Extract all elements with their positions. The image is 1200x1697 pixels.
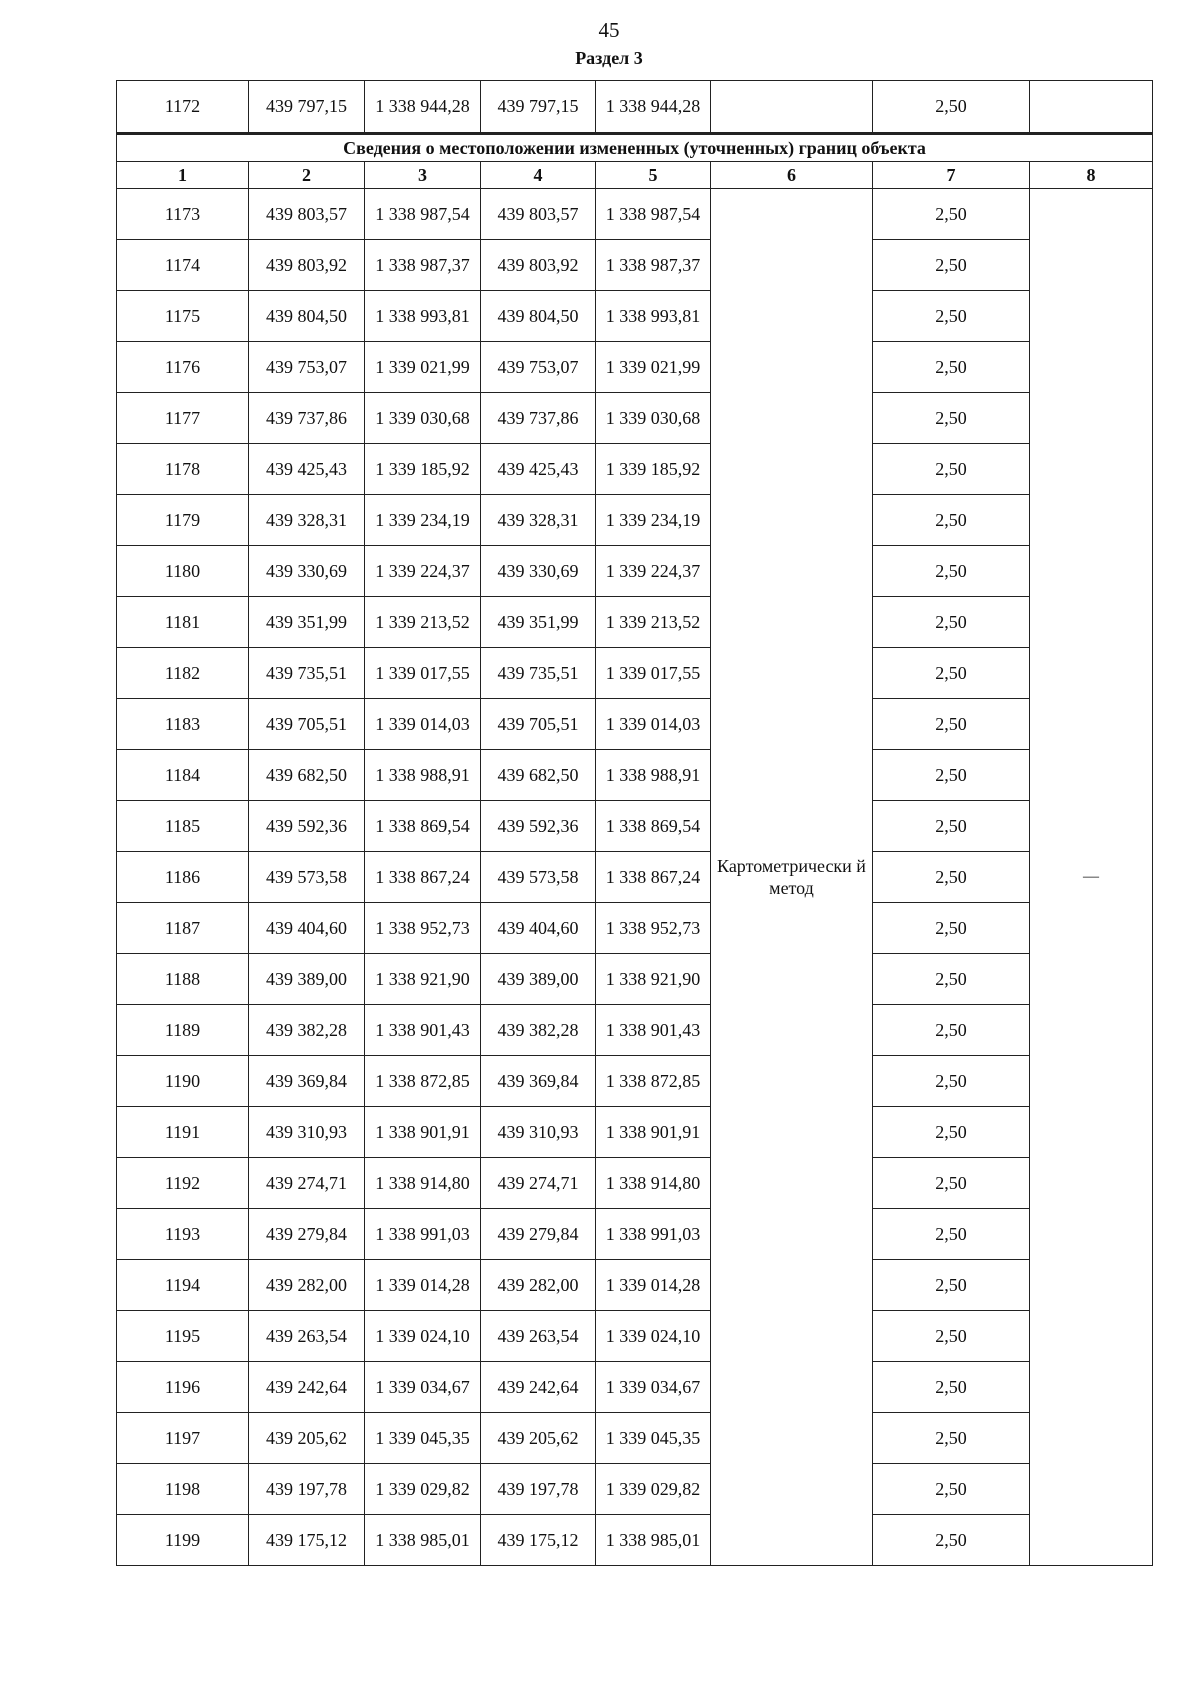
point-number-cell: 1179: [117, 495, 249, 546]
column-number: 3: [365, 162, 481, 189]
table-row: [117, 699, 1153, 750]
x-new-cell: 439 705,51: [481, 699, 596, 750]
y-existing-cell: 1 339 234,19: [365, 495, 481, 546]
point-number-cell: 1173: [117, 189, 249, 240]
y-existing-cell: 1 339 034,67: [365, 1362, 481, 1413]
accuracy-cell: 2,50: [873, 1209, 1030, 1260]
point-number-cell: 1190: [117, 1056, 249, 1107]
y-new-cell: 1 339 024,10: [596, 1311, 711, 1362]
x-existing-cell: 439 425,43: [249, 444, 365, 495]
x-existing-cell: 439 737,86: [249, 393, 365, 444]
x-existing-cell: 439 263,54: [249, 1311, 365, 1362]
y-existing-cell: 1 339 029,82: [365, 1464, 481, 1515]
table-row: [117, 240, 1153, 291]
x-existing-cell: 439 369,84: [249, 1056, 365, 1107]
y-existing-cell: 1 338 993,81: [365, 291, 481, 342]
x-existing-cell: 439 330,69: [249, 546, 365, 597]
y-existing-cell: 1 338 921,90: [365, 954, 481, 1005]
accuracy-cell: 2,50: [873, 1158, 1030, 1209]
column-number: 2: [249, 162, 365, 189]
y-existing-cell: 1 339 014,28: [365, 1260, 481, 1311]
method-cell: [711, 81, 873, 134]
y-new-cell: 1 338 952,73: [596, 903, 711, 954]
table-row: [117, 291, 1153, 342]
y-new-cell: 1 339 045,35: [596, 1413, 711, 1464]
table-row: [117, 954, 1153, 1005]
x-existing-cell: 439 242,64: [249, 1362, 365, 1413]
y-existing-cell: 1 339 024,10: [365, 1311, 481, 1362]
x-new-cell: 439 382,28: [481, 1005, 596, 1056]
column-number: 5: [596, 162, 711, 189]
column-number: 6: [711, 162, 873, 189]
y-new-cell: 1 339 213,52: [596, 597, 711, 648]
y-existing-cell: 1 338 867,24: [365, 852, 481, 903]
accuracy-cell: 2,50: [873, 1464, 1030, 1515]
accuracy-cell: 2,50: [873, 1362, 1030, 1413]
y-existing-cell: 1 338 987,54: [365, 189, 481, 240]
accuracy-cell: 2,50: [873, 240, 1030, 291]
point-number-cell: 1186: [117, 852, 249, 903]
y-new-cell: 1 338 901,43: [596, 1005, 711, 1056]
accuracy-cell: 2,50: [873, 852, 1030, 903]
point-number-cell: 1177: [117, 393, 249, 444]
x-new-cell: 439 197,78: [481, 1464, 596, 1515]
accuracy-cell: 2,50: [873, 699, 1030, 750]
y-existing-cell: 1 338 901,43: [365, 1005, 481, 1056]
table-caption-row: [117, 134, 1153, 162]
table-row: [117, 1107, 1153, 1158]
column-number: 7: [873, 162, 1030, 189]
coordinates-table: [116, 80, 1153, 1566]
accuracy-cell: 2,50: [873, 954, 1030, 1005]
x-existing-cell: 439 282,00: [249, 1260, 365, 1311]
point-number-cell: 1195: [117, 1311, 249, 1362]
accuracy-cell: 2,50: [873, 1056, 1030, 1107]
y-existing-cell: 1 339 017,55: [365, 648, 481, 699]
accuracy-cell: 2,50: [873, 495, 1030, 546]
point-number-cell: 1184: [117, 750, 249, 801]
y-new-cell: 1 338 901,91: [596, 1107, 711, 1158]
x-new-cell: 439 175,12: [481, 1515, 596, 1566]
point-number-cell: 1187: [117, 903, 249, 954]
point-number-cell: 1178: [117, 444, 249, 495]
y-existing-cell: 1 339 224,37: [365, 546, 481, 597]
table-row: [117, 495, 1153, 546]
accuracy-cell: 2,50: [873, 81, 1030, 134]
x-existing-cell: 439 175,12: [249, 1515, 365, 1566]
x-existing-cell: 439 351,99: [249, 597, 365, 648]
note-cell: [1030, 81, 1153, 134]
table-row: [117, 189, 1153, 240]
point-number-cell: 1182: [117, 648, 249, 699]
point-number-cell: 1192: [117, 1158, 249, 1209]
y-existing-cell: 1 338 944,28: [365, 81, 481, 134]
y-new-cell: 1 338 867,24: [596, 852, 711, 903]
point-number-cell: 1175: [117, 291, 249, 342]
table-row: [117, 648, 1153, 699]
table-row: [117, 1362, 1153, 1413]
table-row: [117, 342, 1153, 393]
note-cell: —: [1030, 189, 1153, 1566]
point-number-cell: 1198: [117, 1464, 249, 1515]
accuracy-cell: 2,50: [873, 444, 1030, 495]
column-numbers-row: [117, 162, 1153, 189]
x-existing-cell: 439 197,78: [249, 1464, 365, 1515]
point-number-cell: 1183: [117, 699, 249, 750]
point-number-cell: 1196: [117, 1362, 249, 1413]
y-existing-cell: 1 338 988,91: [365, 750, 481, 801]
table-row: [117, 597, 1153, 648]
y-new-cell: 1 339 185,92: [596, 444, 711, 495]
column-number: 4: [481, 162, 596, 189]
x-existing-cell: 439 682,50: [249, 750, 365, 801]
y-existing-cell: 1 338 869,54: [365, 801, 481, 852]
y-new-cell: 1 338 988,91: [596, 750, 711, 801]
x-existing-cell: 439 573,58: [249, 852, 365, 903]
point-number-cell: 1199: [117, 1515, 249, 1566]
x-new-cell: 439 737,86: [481, 393, 596, 444]
point-number-cell: 1189: [117, 1005, 249, 1056]
x-new-cell: 439 274,71: [481, 1158, 596, 1209]
y-new-cell: 1 338 991,03: [596, 1209, 711, 1260]
table-row: [117, 444, 1153, 495]
y-new-cell: 1 338 985,01: [596, 1515, 711, 1566]
table-caption: Сведения о местоположении измененных (уточненных) границ объекта: [117, 134, 1153, 162]
x-existing-cell: 439 205,62: [249, 1413, 365, 1464]
accuracy-cell: 2,50: [873, 546, 1030, 597]
y-existing-cell: 1 338 952,73: [365, 903, 481, 954]
accuracy-cell: 2,50: [873, 342, 1030, 393]
x-new-cell: 439 330,69: [481, 546, 596, 597]
y-new-cell: 1 339 021,99: [596, 342, 711, 393]
y-existing-cell: 1 338 987,37: [365, 240, 481, 291]
x-existing-cell: 439 404,60: [249, 903, 365, 954]
x-existing-cell: 439 735,51: [249, 648, 365, 699]
x-new-cell: 439 205,62: [481, 1413, 596, 1464]
table-row: [117, 750, 1153, 801]
x-existing-cell: 439 592,36: [249, 801, 365, 852]
accuracy-cell: 2,50: [873, 291, 1030, 342]
x-new-cell: 439 803,57: [481, 189, 596, 240]
y-existing-cell: 1 338 985,01: [365, 1515, 481, 1566]
accuracy-cell: 2,50: [873, 189, 1030, 240]
table-row: [117, 1056, 1153, 1107]
x-new-cell: 439 797,15: [481, 81, 596, 134]
x-new-cell: 439 682,50: [481, 750, 596, 801]
y-existing-cell: 1 339 021,99: [365, 342, 481, 393]
accuracy-cell: 2,50: [873, 1413, 1030, 1464]
y-new-cell: 1 338 987,37: [596, 240, 711, 291]
x-existing-cell: 439 310,93: [249, 1107, 365, 1158]
y-existing-cell: 1 338 872,85: [365, 1056, 481, 1107]
x-new-cell: 439 279,84: [481, 1209, 596, 1260]
accuracy-cell: 2,50: [873, 1260, 1030, 1311]
x-new-cell: 439 328,31: [481, 495, 596, 546]
table-row: [117, 1311, 1153, 1362]
x-new-cell: 439 242,64: [481, 1362, 596, 1413]
y-new-cell: 1 338 944,28: [596, 81, 711, 134]
point-number-cell: 1180: [117, 546, 249, 597]
point-number-cell: 1188: [117, 954, 249, 1005]
y-existing-cell: 1 338 991,03: [365, 1209, 481, 1260]
x-existing-cell: 439 803,57: [249, 189, 365, 240]
x-existing-cell: 439 382,28: [249, 1005, 365, 1056]
x-existing-cell: 439 753,07: [249, 342, 365, 393]
x-existing-cell: 439 797,15: [249, 81, 365, 134]
table-row: [117, 1005, 1153, 1056]
column-number: 1: [117, 162, 249, 189]
x-new-cell: 439 803,92: [481, 240, 596, 291]
x-new-cell: 439 592,36: [481, 801, 596, 852]
table-row: [117, 852, 1153, 903]
accuracy-cell: 2,50: [873, 1107, 1030, 1158]
accuracy-cell: 2,50: [873, 903, 1030, 954]
x-new-cell: 439 735,51: [481, 648, 596, 699]
x-new-cell: 439 804,50: [481, 291, 596, 342]
point-number-cell: 1181: [117, 597, 249, 648]
point-number-cell: 1191: [117, 1107, 249, 1158]
table-row: [117, 1209, 1153, 1260]
point-number-cell: 1197: [117, 1413, 249, 1464]
table-row: [117, 1464, 1153, 1515]
accuracy-cell: 2,50: [873, 750, 1030, 801]
y-existing-cell: 1 339 185,92: [365, 444, 481, 495]
accuracy-cell: 2,50: [873, 1311, 1030, 1362]
table-row: [117, 393, 1153, 444]
y-new-cell: 1 339 014,28: [596, 1260, 711, 1311]
y-new-cell: 1 338 921,90: [596, 954, 711, 1005]
point-number-cell: 1193: [117, 1209, 249, 1260]
column-number: 8: [1030, 162, 1153, 189]
y-new-cell: 1 339 017,55: [596, 648, 711, 699]
table-row: [117, 1413, 1153, 1464]
y-new-cell: 1 339 029,82: [596, 1464, 711, 1515]
x-new-cell: 439 389,00: [481, 954, 596, 1005]
y-new-cell: 1 338 993,81: [596, 291, 711, 342]
x-new-cell: 439 425,43: [481, 444, 596, 495]
accuracy-cell: 2,50: [873, 648, 1030, 699]
table-row: [117, 81, 1153, 134]
x-new-cell: 439 573,58: [481, 852, 596, 903]
x-existing-cell: 439 274,71: [249, 1158, 365, 1209]
x-new-cell: 439 282,00: [481, 1260, 596, 1311]
table-row: [117, 903, 1153, 954]
table-row: [117, 1158, 1153, 1209]
x-new-cell: 439 369,84: [481, 1056, 596, 1107]
x-new-cell: 439 310,93: [481, 1107, 596, 1158]
y-existing-cell: 1 339 045,35: [365, 1413, 481, 1464]
y-new-cell: 1 339 234,19: [596, 495, 711, 546]
table-row: [117, 1515, 1153, 1566]
y-existing-cell: 1 339 014,03: [365, 699, 481, 750]
x-new-cell: 439 753,07: [481, 342, 596, 393]
point-number-cell: 1174: [117, 240, 249, 291]
x-existing-cell: 439 803,92: [249, 240, 365, 291]
table-row: [117, 546, 1153, 597]
x-existing-cell: 439 389,00: [249, 954, 365, 1005]
y-existing-cell: 1 339 213,52: [365, 597, 481, 648]
y-new-cell: 1 339 224,37: [596, 546, 711, 597]
y-existing-cell: 1 338 914,80: [365, 1158, 481, 1209]
y-existing-cell: 1 338 901,91: [365, 1107, 481, 1158]
x-existing-cell: 439 804,50: [249, 291, 365, 342]
point-number-cell: 1172: [117, 81, 249, 134]
y-new-cell: 1 339 014,03: [596, 699, 711, 750]
accuracy-cell: 2,50: [873, 1005, 1030, 1056]
y-new-cell: 1 338 987,54: [596, 189, 711, 240]
x-existing-cell: 439 328,31: [249, 495, 365, 546]
x-new-cell: 439 404,60: [481, 903, 596, 954]
table-row: [117, 1260, 1153, 1311]
accuracy-cell: 2,50: [873, 801, 1030, 852]
x-existing-cell: 439 705,51: [249, 699, 365, 750]
y-existing-cell: 1 339 030,68: [365, 393, 481, 444]
y-new-cell: 1 339 034,67: [596, 1362, 711, 1413]
method-cell: Картометрически й метод: [711, 189, 873, 1566]
point-number-cell: 1194: [117, 1260, 249, 1311]
table-row: [117, 801, 1153, 852]
y-new-cell: 1 339 030,68: [596, 393, 711, 444]
section-title: Раздел 3: [575, 48, 643, 68]
x-existing-cell: 439 279,84: [249, 1209, 365, 1260]
accuracy-cell: 2,50: [873, 1515, 1030, 1566]
y-new-cell: 1 338 872,85: [596, 1056, 711, 1107]
accuracy-cell: 2,50: [873, 393, 1030, 444]
point-number-cell: 1185: [117, 801, 249, 852]
x-new-cell: 439 263,54: [481, 1311, 596, 1362]
y-new-cell: 1 338 914,80: [596, 1158, 711, 1209]
x-new-cell: 439 351,99: [481, 597, 596, 648]
accuracy-cell: 2,50: [873, 597, 1030, 648]
point-number-cell: 1176: [117, 342, 249, 393]
y-new-cell: 1 338 869,54: [596, 801, 711, 852]
page-number: 45: [598, 18, 620, 42]
